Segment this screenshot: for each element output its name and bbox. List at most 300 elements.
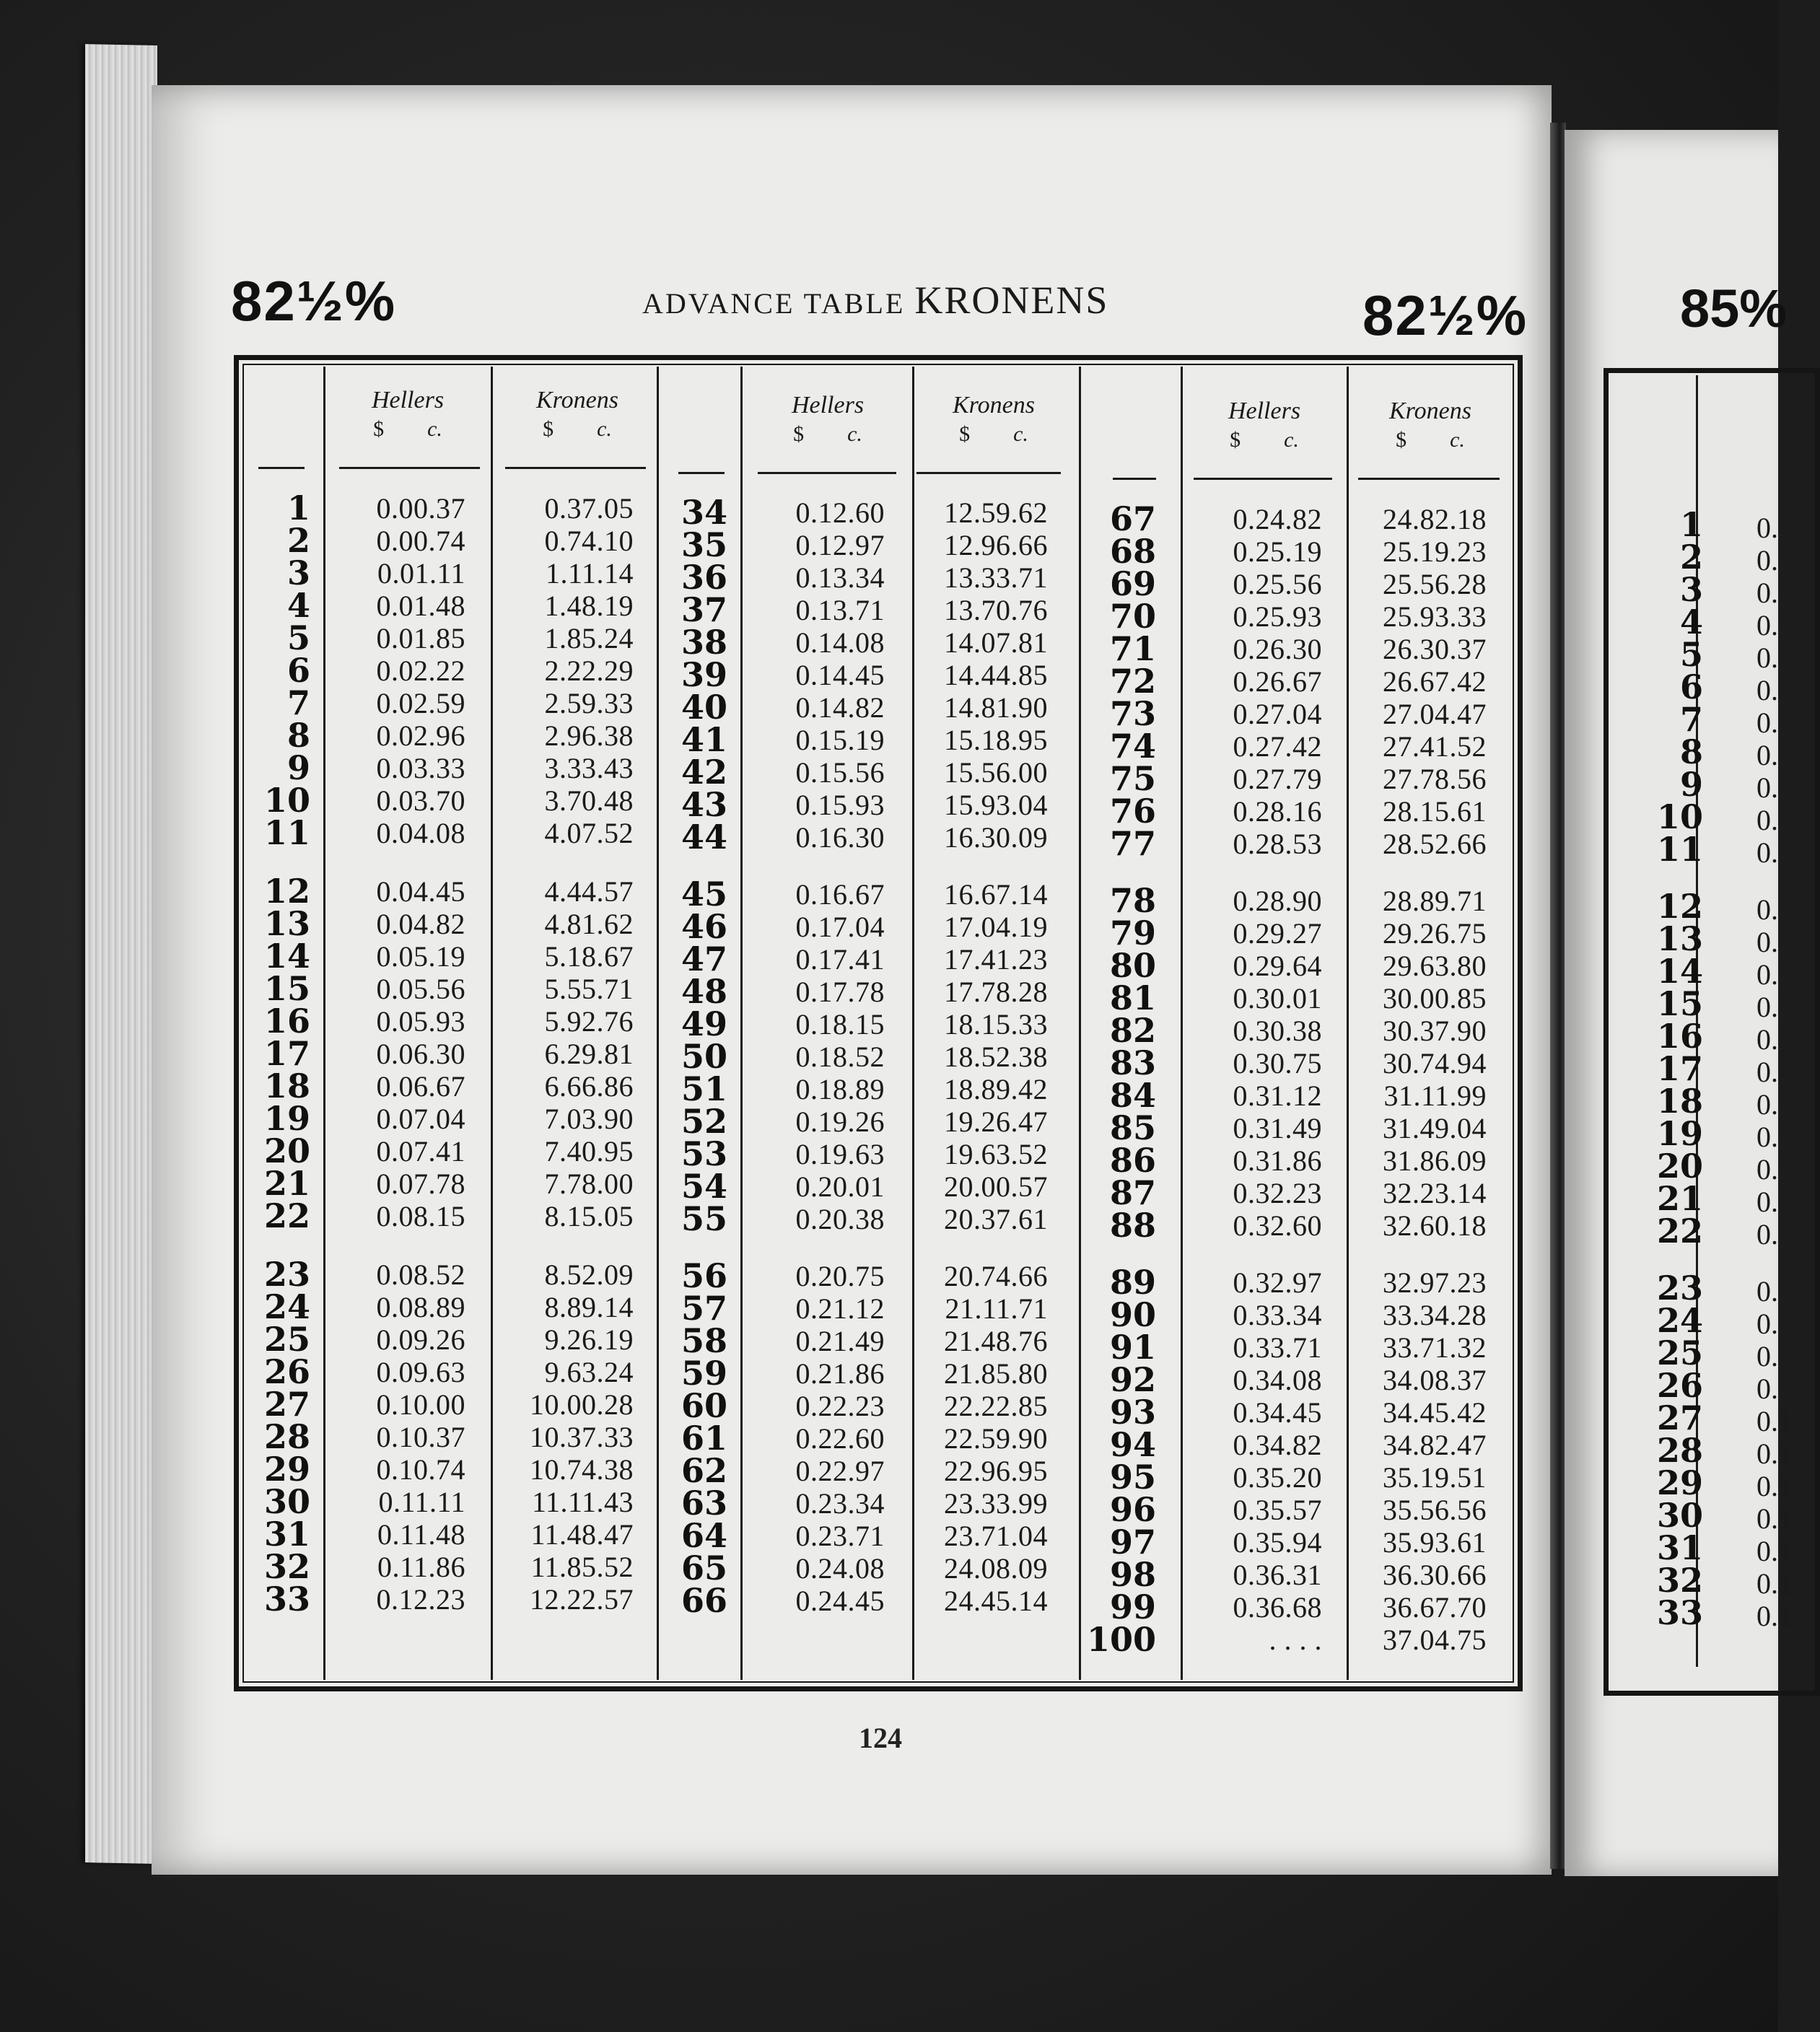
- hellers-value: 0.04.08: [376, 817, 465, 849]
- next-page-value-fragment: 0.: [1756, 1186, 1778, 1218]
- next-page-row-number: 19: [1656, 1114, 1703, 1153]
- column-header-label: Kronens: [953, 392, 1035, 419]
- kronens-value: 6.66.86: [544, 1070, 634, 1103]
- row-number: 81: [1109, 978, 1156, 1017]
- kronens-value: 25.56.28: [1383, 568, 1487, 600]
- column-header-label: Kronens: [1389, 398, 1471, 424]
- hellers-value: 0.25.93: [1233, 600, 1322, 633]
- row-number: 36: [681, 558, 727, 597]
- hellers-value: 0.01.48: [376, 590, 465, 622]
- hellers-value: 0.03.33: [376, 752, 465, 784]
- column-header-label: Hellers: [371, 387, 445, 413]
- row-number: 7: [286, 683, 310, 722]
- row-number: 94: [1109, 1425, 1156, 1464]
- row-number: 87: [1109, 1173, 1156, 1212]
- kronens-value: 2.59.33: [544, 687, 634, 719]
- row-number: 38: [681, 623, 727, 662]
- hellers-value: 0.27.04: [1233, 698, 1322, 730]
- hellers-value: 0.07.04: [376, 1103, 465, 1135]
- next-page-row-number: 10: [1656, 797, 1703, 836]
- next-page-value-fragment: 0.: [1756, 706, 1778, 739]
- header-rule: [758, 472, 896, 474]
- next-page-row-number: 14: [1656, 952, 1703, 991]
- hellers-value: 0.34.08: [1233, 1364, 1322, 1396]
- kronens-value: 2.22.29: [544, 654, 634, 687]
- row-number: 30: [263, 1482, 310, 1521]
- header-rule: [678, 472, 725, 474]
- hellers-value: 0.05.56: [376, 973, 465, 1005]
- hellers-value: 0.36.68: [1233, 1591, 1322, 1624]
- next-page-row-number: 16: [1656, 1017, 1703, 1056]
- row-number: 72: [1109, 662, 1156, 701]
- hellers-value: 0.06.67: [376, 1070, 465, 1103]
- column-header-units: [929, 420, 1059, 449]
- kronens-value: 10.00.28: [530, 1388, 634, 1421]
- kronens-value: 11.11.43: [531, 1486, 634, 1518]
- kronens-value: 29.26.75: [1383, 917, 1487, 950]
- kronens-value: 14.81.90: [944, 691, 1048, 724]
- row-number: 56: [681, 1256, 727, 1295]
- page-stack-edge: [85, 44, 157, 1864]
- row-number: 73: [1109, 694, 1156, 733]
- hellers-value: 0.08.89: [376, 1291, 465, 1323]
- hellers-value: 0.31.86: [1233, 1144, 1322, 1177]
- row-number: 92: [1109, 1360, 1156, 1399]
- hellers-value: 0.12.60: [795, 496, 885, 529]
- row-number: 43: [681, 785, 727, 824]
- hellers-value: 0.34.45: [1233, 1396, 1322, 1429]
- kronens-value: 32.23.14: [1383, 1177, 1487, 1209]
- kronens-value: 7.78.00: [544, 1168, 634, 1200]
- kronens-value: 1.11.14: [545, 557, 634, 590]
- hellers-value: 0.16.30: [795, 821, 885, 854]
- hellers-value: 0.25.56: [1233, 568, 1322, 600]
- kronens-value: 12.96.66: [944, 529, 1048, 561]
- hellers-value: 0.07.78: [376, 1168, 465, 1200]
- header-percent-left: 82½%: [231, 269, 397, 333]
- row-number: 25: [263, 1320, 310, 1359]
- hellers-value: 0.02.96: [376, 719, 465, 752]
- next-page-percent: 85%: [1680, 279, 1788, 338]
- next-page-row-number: 27: [1656, 1398, 1703, 1437]
- hellers-value: 0.09.63: [376, 1356, 465, 1388]
- kronens-value: 14.44.85: [944, 659, 1048, 691]
- next-page-row-number: 8: [1679, 732, 1703, 771]
- kronens-value: 37.04.75: [1383, 1624, 1487, 1656]
- row-number: 76: [1109, 792, 1156, 831]
- hellers-value: 0.22.23: [795, 1390, 885, 1422]
- hellers-value: 0.03.70: [376, 784, 465, 817]
- hellers-value: 0.30.01: [1233, 982, 1322, 1015]
- row-number: 50: [681, 1037, 727, 1076]
- next-page-row-number: 25: [1656, 1334, 1703, 1372]
- hellers-value: 0.16.67: [795, 878, 885, 911]
- header-percent-right: 82½%: [1362, 284, 1528, 347]
- row-number: 11: [263, 813, 310, 852]
- row-number: 27: [263, 1385, 310, 1424]
- row-number: 82: [1109, 1011, 1156, 1050]
- header-rule: [339, 467, 480, 469]
- kronens-value: 31.49.04: [1383, 1112, 1487, 1144]
- next-page-value-fragment: 0.: [1756, 1121, 1778, 1153]
- kronens-value: 33.34.28: [1383, 1299, 1487, 1331]
- hellers-value: 0.31.49: [1233, 1112, 1322, 1144]
- kronens-value: 0.37.05: [544, 492, 634, 525]
- row-number: 3: [286, 553, 310, 592]
- next-page-row-number: 21: [1656, 1179, 1703, 1218]
- row-number: 26: [263, 1352, 310, 1391]
- page-number: 124: [859, 1722, 902, 1754]
- kronens-value: 35.19.51: [1383, 1461, 1487, 1494]
- next-page-value-fragment: 0.: [1756, 544, 1778, 577]
- hellers-value: 0.12.23: [376, 1583, 465, 1616]
- title-kronens: KRONENS: [914, 279, 1109, 322]
- kronens-value: 15.56.00: [944, 756, 1048, 789]
- column-header-kronens: [929, 391, 1059, 449]
- column-header-label: Hellers: [791, 392, 865, 419]
- page-title: [642, 278, 1108, 323]
- next-page-row-number: 28: [1656, 1431, 1703, 1470]
- row-number: 6: [286, 651, 310, 690]
- kronens-value: 21.11.71: [945, 1292, 1048, 1325]
- row-number: 33: [263, 1580, 310, 1619]
- row-number: 83: [1109, 1043, 1156, 1082]
- kronens-value: 27.78.56: [1383, 763, 1487, 795]
- row-number: 15: [263, 969, 310, 1008]
- kronens-value: 1.85.24: [544, 622, 634, 654]
- row-number: 55: [681, 1199, 727, 1238]
- hellers-value: 0.28.90: [1233, 885, 1322, 917]
- hellers-value: 0.26.30: [1233, 633, 1322, 665]
- next-page-value-fragment: 0.1: [1756, 1567, 1793, 1600]
- hellers-value: 0.20.38: [795, 1203, 885, 1235]
- dollar-unit: $: [1396, 428, 1407, 452]
- cent-unit: c.: [847, 422, 862, 446]
- next-page-row-number: 26: [1656, 1366, 1703, 1405]
- next-page-value-fragment: 0.: [1756, 609, 1778, 641]
- row-number: 44: [681, 818, 727, 857]
- hellers-value: 0.09.26: [376, 1323, 465, 1356]
- cent-unit: c.: [1013, 422, 1028, 446]
- hellers-value: 0.35.20: [1233, 1461, 1322, 1494]
- column-header-units: [343, 415, 473, 444]
- header-rule: [1358, 478, 1500, 480]
- dollar-unit: $: [543, 417, 554, 441]
- row-number: 1: [286, 489, 310, 527]
- hellers-value: 0.18.89: [795, 1073, 885, 1105]
- kronens-value: 23.33.99: [944, 1487, 1048, 1520]
- next-page-row-number: 17: [1656, 1049, 1703, 1088]
- next-page-value-fragment: 0.: [1756, 674, 1778, 706]
- next-page-value-fragment: 0.: [1756, 641, 1778, 674]
- row-number: 52: [681, 1102, 727, 1141]
- kronens-value: 7.40.95: [544, 1135, 634, 1168]
- kronens-value: 22.22.85: [944, 1390, 1048, 1422]
- next-page-value-fragment: 0.: [1756, 893, 1778, 926]
- kronens-value: 5.92.76: [544, 1005, 634, 1038]
- hellers-value: 0.20.01: [795, 1170, 885, 1203]
- next-page-row-number: 24: [1656, 1301, 1703, 1340]
- dollar-unit: $: [959, 422, 971, 446]
- hellers-value: 0.05.93: [376, 1005, 465, 1038]
- hellers-value: 0.15.93: [795, 789, 885, 821]
- row-number: 74: [1109, 727, 1156, 766]
- kronens-value: 26.30.37: [1383, 633, 1487, 665]
- kronens-value: 14.07.81: [944, 626, 1048, 659]
- row-number: 41: [681, 720, 727, 759]
- hellers-value: 0.32.60: [1233, 1209, 1322, 1242]
- next-page-row-number: 9: [1679, 765, 1703, 804]
- kronens-value: 25.93.33: [1383, 600, 1487, 633]
- cent-unit: c.: [1284, 428, 1299, 452]
- cent-unit: c.: [597, 417, 612, 441]
- row-number: 10: [263, 781, 310, 820]
- kronens-value: 19.63.52: [944, 1138, 1048, 1170]
- kronens-value: 36.67.70: [1383, 1591, 1487, 1624]
- row-number: 39: [681, 655, 727, 694]
- hellers-value: 0.10.00: [376, 1388, 465, 1421]
- next-page-row-number: 15: [1656, 984, 1703, 1023]
- row-number: 62: [681, 1451, 727, 1490]
- row-number: 68: [1109, 532, 1156, 571]
- next-page-row-number: 23: [1656, 1269, 1703, 1308]
- kronens-value: 28.89.71: [1383, 885, 1487, 917]
- hellers-value: 0.31.12: [1233, 1080, 1322, 1112]
- kronens-value: 11.85.52: [530, 1551, 634, 1583]
- next-page-row-number: 4: [1679, 603, 1703, 641]
- kronens-value: 17.04.19: [944, 911, 1048, 943]
- hellers-value: 0.24.08: [795, 1552, 885, 1585]
- hellers-value: 0.04.82: [376, 908, 465, 940]
- row-number: 47: [681, 940, 727, 978]
- next-page-row-number: 22: [1656, 1212, 1703, 1251]
- next-page-row-number: 11: [1656, 830, 1703, 869]
- next-page-value-fragment: 0.: [1756, 512, 1778, 544]
- kronens-value: 28.15.61: [1383, 795, 1487, 828]
- column-header-units: [512, 415, 642, 444]
- kronens-value: 34.08.37: [1383, 1364, 1487, 1396]
- next-page-value-fragment: 0.: [1756, 1023, 1778, 1056]
- row-number: 93: [1109, 1393, 1156, 1432]
- kronens-value: 13.33.71: [944, 561, 1048, 594]
- column-header-units: [1365, 426, 1495, 455]
- hellers-value: 0.19.63: [795, 1138, 885, 1170]
- row-number: 85: [1109, 1108, 1156, 1147]
- next-page-value-fragment: 0.1: [1756, 1405, 1793, 1437]
- next-page-row-number: 33: [1656, 1593, 1703, 1632]
- row-number: 96: [1109, 1490, 1156, 1529]
- row-number: 84: [1109, 1076, 1156, 1115]
- row-number: 37: [681, 590, 727, 629]
- next-page-value-fragment: 0.1: [1756, 1535, 1793, 1567]
- hellers-value: 0.00.74: [376, 525, 465, 557]
- kronens-value: 24.82.18: [1383, 503, 1487, 535]
- hellers-value: 0.14.45: [795, 659, 885, 691]
- kronens-value: 8.52.09: [544, 1258, 634, 1291]
- hellers-value: 0.05.19: [376, 940, 465, 973]
- next-page-value-fragment: 0.: [1756, 836, 1778, 869]
- kronens-value: 7.03.90: [544, 1103, 634, 1135]
- next-page-value-fragment: 0.: [1756, 926, 1778, 958]
- book-gutter: [1550, 123, 1566, 1869]
- next-page-value-fragment: 0.: [1756, 1340, 1778, 1372]
- hellers-value: . . . .: [1269, 1624, 1322, 1656]
- row-number: 14: [263, 937, 310, 976]
- row-number: 12: [263, 872, 310, 911]
- row-number: 67: [1109, 499, 1156, 538]
- row-number: 34: [681, 493, 727, 532]
- next-page-value-fragment: 0.1: [1756, 1600, 1793, 1632]
- row-number: 80: [1109, 946, 1156, 985]
- next-page-value-fragment: 0.: [1756, 1056, 1778, 1088]
- kronens-value: 23.71.04: [944, 1520, 1048, 1552]
- header-rule: [916, 472, 1061, 474]
- hellers-value: 0.32.23: [1233, 1177, 1322, 1209]
- hellers-value: 0.11.11: [378, 1486, 465, 1518]
- row-number: 8: [286, 716, 310, 755]
- kronens-value: 1.48.19: [544, 590, 634, 622]
- next-page-value-fragment: 0.: [1756, 1275, 1778, 1308]
- next-page-row-number: 20: [1656, 1147, 1703, 1186]
- hellers-value: 0.25.19: [1233, 535, 1322, 568]
- hellers-value: 0.02.22: [376, 654, 465, 687]
- hellers-value: 0.07.41: [376, 1135, 465, 1168]
- kronens-value: 34.45.42: [1383, 1396, 1487, 1429]
- hellers-value: 0.33.71: [1233, 1331, 1322, 1364]
- hellers-value: 0.01.85: [376, 622, 465, 654]
- kronens-value: 16.67.14: [944, 878, 1048, 911]
- next-page-row-number: 5: [1679, 635, 1703, 674]
- kronens-value: 4.44.57: [544, 875, 634, 908]
- column-header-hellers: [343, 386, 473, 444]
- column-header-kronens: [1365, 397, 1495, 455]
- row-number: 79: [1109, 914, 1156, 952]
- header-rule: [1194, 478, 1332, 480]
- row-number: 22: [263, 1196, 310, 1235]
- kronens-value: 8.15.05: [544, 1200, 634, 1232]
- hellers-value: 0.00.37: [376, 492, 465, 525]
- row-number: 63: [681, 1484, 727, 1523]
- kronens-value: 30.74.94: [1383, 1047, 1487, 1080]
- row-number: 13: [263, 904, 310, 943]
- hellers-value: 0.24.82: [1233, 503, 1322, 535]
- cent-unit: c.: [1450, 428, 1465, 452]
- next-page-value-fragment: 0.: [1756, 1372, 1778, 1405]
- row-number: 64: [681, 1516, 727, 1555]
- hellers-value: 0.22.97: [795, 1455, 885, 1487]
- row-number: 35: [681, 525, 727, 564]
- row-number: 78: [1109, 881, 1156, 920]
- next-page-value-fragment: 0.: [1756, 1153, 1778, 1186]
- hellers-value: 0.28.53: [1233, 828, 1322, 860]
- hellers-value: 0.08.15: [376, 1200, 465, 1232]
- next-page-value-fragment: 0.1: [1756, 1437, 1793, 1470]
- kronens-value: 0.74.10: [544, 525, 634, 557]
- kronens-value: 20.74.66: [944, 1260, 1048, 1292]
- hellers-value: 0.22.60: [795, 1422, 885, 1455]
- next-page-value-fragment: 0.: [1756, 991, 1778, 1023]
- row-number: 42: [681, 753, 727, 792]
- header-rule: [258, 467, 305, 469]
- kronens-value: 20.37.61: [944, 1203, 1048, 1235]
- next-page-value-fragment: 0.: [1756, 958, 1778, 991]
- row-number: 97: [1109, 1523, 1156, 1562]
- kronens-value: 24.45.14: [944, 1585, 1048, 1617]
- kronens-value: 5.55.71: [544, 973, 634, 1005]
- hellers-value: 0.13.34: [795, 561, 885, 594]
- hellers-value: 0.35.57: [1233, 1494, 1322, 1526]
- hellers-value: 0.17.41: [795, 943, 885, 976]
- hellers-value: 0.10.74: [376, 1453, 465, 1486]
- row-number: 70: [1109, 597, 1156, 636]
- kronens-value: 3.70.48: [544, 784, 634, 817]
- next-page-value-fragment: 0.: [1756, 771, 1778, 804]
- kronens-value: 21.48.76: [944, 1325, 1048, 1357]
- row-number: 49: [681, 1004, 727, 1043]
- title-small-caps: ADVANCE TABLE: [642, 287, 906, 320]
- next-page-row-number: 29: [1656, 1463, 1703, 1502]
- column-header-units: [1199, 426, 1329, 455]
- kronens-value: 36.30.66: [1383, 1559, 1487, 1591]
- kronens-value: 35.56.56: [1383, 1494, 1487, 1526]
- dollar-unit: $: [793, 422, 805, 446]
- row-number: 77: [1109, 824, 1156, 863]
- next-page-row-number: 6: [1679, 667, 1703, 706]
- hellers-value: 0.23.71: [795, 1520, 885, 1552]
- row-number: 100: [1086, 1620, 1156, 1659]
- hellers-value: 0.23.34: [795, 1487, 885, 1520]
- kronens-value: 15.18.95: [944, 724, 1048, 756]
- next-page-row-number: 18: [1656, 1082, 1703, 1121]
- row-number: 58: [681, 1321, 727, 1360]
- row-number: 16: [263, 1002, 310, 1041]
- kronens-value: 17.41.23: [944, 943, 1048, 976]
- hellers-value: 0.04.45: [376, 875, 465, 908]
- kronens-value: 22.96.95: [944, 1455, 1048, 1487]
- hellers-value: 0.06.30: [376, 1038, 465, 1070]
- column-header-label: Hellers: [1228, 398, 1301, 424]
- row-number: 59: [681, 1354, 727, 1393]
- row-number: 69: [1109, 564, 1156, 603]
- hellers-value: 0.17.78: [795, 976, 885, 1008]
- hellers-value: 0.24.45: [795, 1585, 885, 1617]
- row-number: 5: [286, 618, 310, 657]
- kronens-value: 18.89.42: [944, 1073, 1048, 1105]
- kronens-value: 13.70.76: [944, 594, 1048, 626]
- row-number: 54: [681, 1167, 727, 1206]
- kronens-value: 19.26.47: [944, 1105, 1048, 1138]
- hellers-value: 0.10.37: [376, 1421, 465, 1453]
- kronens-value: 27.04.47: [1383, 698, 1487, 730]
- row-number: 9: [286, 748, 310, 787]
- row-number: 24: [263, 1287, 310, 1326]
- next-page-row-number: 30: [1656, 1496, 1703, 1535]
- row-number: 19: [263, 1099, 310, 1138]
- row-number: 32: [263, 1547, 310, 1586]
- next-page-row-number: 32: [1656, 1561, 1703, 1600]
- kronens-value: 12.22.57: [530, 1583, 634, 1616]
- column-header-label: Kronens: [536, 387, 618, 413]
- kronens-value: 31.86.09: [1383, 1144, 1487, 1177]
- next-page-row-number: 7: [1679, 700, 1703, 739]
- row-number: 40: [681, 688, 727, 727]
- kronens-value: 5.18.67: [544, 940, 634, 973]
- row-number: 65: [681, 1549, 727, 1588]
- column-header-units: [763, 420, 893, 449]
- row-number: 91: [1109, 1328, 1156, 1367]
- next-page-value-fragment: 0.1: [1756, 1470, 1793, 1502]
- row-number: 21: [263, 1164, 310, 1203]
